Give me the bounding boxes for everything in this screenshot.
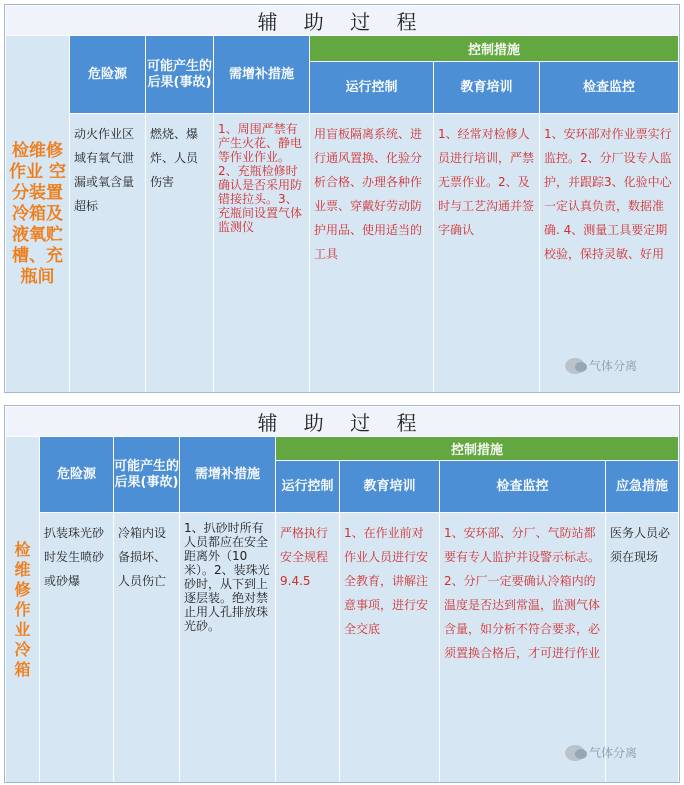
header-control-measures: 控制措施 (276, 437, 679, 461)
header-hazard: 危险源 (40, 437, 114, 513)
header-training: 教育培训 (434, 62, 540, 114)
header-consequence: 可能产生的后果(事故) (114, 437, 180, 513)
header-emergency: 应急措施 (606, 461, 679, 513)
cell-training: 1、在作业前对作业人员进行安全教育，讲解注意事项，进行安全交底 (340, 513, 440, 783)
table-title: 辅 助 过 程 (6, 6, 679, 36)
hazard-table-1 (5, 5, 679, 393)
header-inspection: 检查监控 (440, 461, 606, 513)
process-panel-2 (4, 405, 680, 783)
header-hazard: 危险源 (70, 36, 146, 114)
watermark-text: 气体分离 (589, 359, 638, 373)
cell-inspection: 1、安环部对作业票实行监控。2、分厂设专人监护，并跟踪3、化验中心一定认真负责，数据准确. 4、测量工具要定期校验，保持灵敏、好用 (540, 114, 679, 393)
watermark (565, 357, 637, 374)
cell-hazard: 动火作业区域有氧气泄漏或氧含量超标 (70, 114, 146, 393)
cell-inspection: 1、安环部、分厂、气防站都要有专人监护并设警示标志。 2、分厂一定要确认冷箱内的温度是否达到常温，监测气体含量，如分析不符合要求，必须置换合格后，才可进行作业 (440, 513, 606, 783)
cell-extra-measures: 1、周围严禁有产生火花、静电等作业作业。2、充瓶检修时确认是否采用防错接拉头。3、充瓶间设置气体监测仪 (214, 114, 310, 393)
header-extra-measures: 需增补措施 (180, 437, 276, 513)
process-panel-1 (4, 4, 680, 393)
header-control-measures: 控制措施 (310, 36, 679, 62)
header-operation-control: 运行控制 (276, 461, 340, 513)
cell-operation-control: 用盲板隔离系统、进行通风置换、化验分析合格、办理各种作业票、穿戴好劳动防护用品、使用适当的工具 (310, 114, 434, 393)
cell-consequence: 燃烧、爆炸、人员伤害 (146, 114, 214, 393)
header-consequence: 可能产生的后果(事故) (146, 36, 214, 114)
watermark-text: 气体分离 (589, 746, 638, 760)
cell-consequence: 冷箱内设备损坏、人员伤亡 (114, 513, 180, 783)
cell-training: 1、经常对检修人员进行培训，严禁无票作业。2、及时与工艺沟通并签字确认 (434, 114, 540, 393)
header-training: 教育培训 (340, 461, 440, 513)
watermark (565, 744, 637, 761)
side-category-label: 检维修作业 空分装置冷箱及液氧贮槽、充瓶间 (6, 36, 70, 393)
header-extra-measures: 需增补措施 (214, 36, 310, 114)
side-category-label: 检维修作业 冷箱 (6, 437, 40, 783)
header-inspection: 检查监控 (540, 62, 679, 114)
cell-operation-control: 严格执行安全规程9.4.5 (276, 513, 340, 783)
cell-extra-measures: 1、扒砂时所有人员都应在安全距离外（10米）。2、装珠光砂时，从下到上逐层装。绝对禁止用人孔排放珠光砂。 (180, 513, 276, 783)
table-title: 辅 助 过 程 (6, 407, 679, 437)
header-operation-control: 运行控制 (310, 62, 434, 114)
cell-emergency: 医务人员必须在现场 (606, 513, 679, 783)
chat-bubble-icon (565, 358, 585, 374)
chat-bubble-icon (565, 745, 585, 761)
hazard-table-2 (5, 406, 679, 783)
cell-hazard: 扒装珠光砂时发生喷砂或砂爆 (40, 513, 114, 783)
